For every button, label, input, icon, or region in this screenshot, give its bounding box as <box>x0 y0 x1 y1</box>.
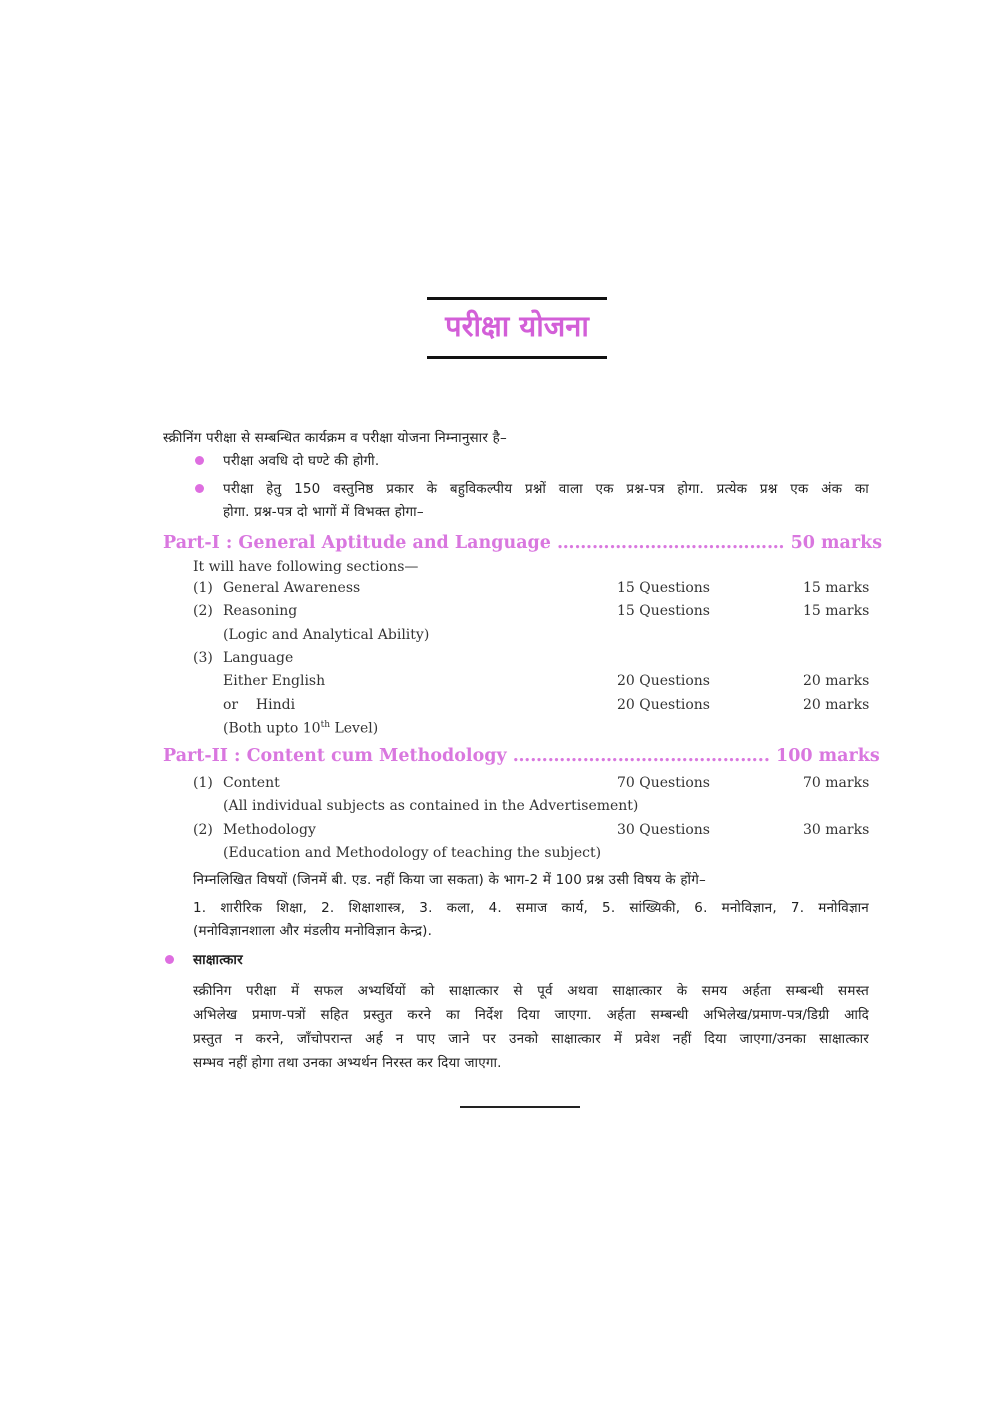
section-label: Either English <box>223 673 326 689</box>
section-label: Methodology <box>223 822 316 838</box>
section-label: Language <box>223 650 294 666</box>
end-rule <box>460 1106 580 1108</box>
section-questions: 15 Questions <box>617 603 710 619</box>
section-marks: 70 marks <box>803 775 870 791</box>
section-questions: 15 Questions <box>617 580 710 596</box>
bullet-icon <box>165 955 174 964</box>
bullet-duration: परीक्षा अवधि दो घण्टे की होगी. <box>223 453 380 469</box>
page-title: परीक्षा योजना <box>445 309 589 343</box>
interview-heading: साक्षात्कार <box>193 952 243 968</box>
section-note: (All individual subjects as contained in the Advertisement) <box>223 798 639 814</box>
intro-text: स्क्रीनिंग परीक्षा से सम्बन्धित कार्यक्रम व परीक्षा योजना निम्नानुसार है– <box>163 430 507 446</box>
section-questions: 70 Questions <box>617 775 710 791</box>
section-label: General Awareness <box>223 580 361 596</box>
section-marks: 15 marks <box>803 603 870 619</box>
section-questions: 30 Questions <box>617 822 710 838</box>
interview-line: प्रस्तुत न करने, जाँचोपरान्त अर्ह न पाए जाने पर उनको साक्षात्कार में प्रवेश नहीं दिया जाएगा/उनका साक्षात्कार <box>193 1031 869 1047</box>
section-number: (2) <box>193 822 213 838</box>
bullet-paper-line2: होगा. प्रश्न-पत्र दो भागों में विभक्त होगा– <box>223 504 424 520</box>
section-marks: 20 marks <box>803 697 870 713</box>
section-marks: 15 marks <box>803 580 870 596</box>
part1-heading: Part-I : General Aptitude and Language ………………………………… 50 marks <box>163 533 883 553</box>
section-questions: 20 Questions <box>617 697 710 713</box>
section-number: (1) <box>193 775 213 791</box>
bullet-icon <box>195 484 204 493</box>
section-label: Reasoning <box>223 603 298 619</box>
section-label: or Hindi <box>223 697 296 713</box>
section-marks: 20 marks <box>803 673 870 689</box>
subjects-intro: निम्नलिखित विषयों (जिनमें बी. एड. नहीं किया जा सकता) के भाग-2 में 100 प्रश्न उसी विषय के होंगे– <box>193 872 706 888</box>
bullet-paper-line1: परीक्षा हेतु 150 वस्तुनिष्ठ प्रकार के बहुविकल्पीय प्रश्नों वाला एक प्रश्न-पत्र होगा. प्रत्येक प्रश्न एक अंक का <box>223 481 869 497</box>
section-marks: 30 marks <box>803 822 870 838</box>
interview-line: सम्भव नहीं होगा तथा उनका अभ्यर्थन निरस्त कर दिया जाएगा. <box>193 1055 502 1071</box>
interview-line: अभिलेख प्रमाण-पत्रों सहित प्रस्तुत करने का निर्देश दिया जाएगा. अर्हता सम्बन्धी अभिलेख/प्रमाण-पत्र/डिग्री आदि <box>193 1007 869 1023</box>
language-level-note: (Both upto 10th Level) <box>223 720 379 737</box>
section-questions: 20 Questions <box>617 673 710 689</box>
title-rule-top <box>427 297 607 300</box>
bullet-icon <box>195 456 204 465</box>
section-number: (2) <box>193 603 213 619</box>
part2-heading: Part-II : Content cum Methodology …………………………………….. 100 marks <box>163 746 880 766</box>
subjects-list-line1: 1. शारीरिक शिक्षा, 2. शिक्षाशास्त्र, 3. कला, 4. समाज कार्य, 5. सांख्यिकी, 6. मनोविज्ञान, 7. मनोविज्ञान <box>193 900 869 916</box>
title-rule-bottom <box>427 356 607 359</box>
section-note: (Education and Methodology of teaching the subject) <box>223 845 602 861</box>
section-label: Content <box>223 775 280 791</box>
interview-line: स्क्रीनिग परीक्षा में सफल अभ्यर्थियों को साक्षात्कार से पूर्व अथवा साक्षात्कार के समय अर्हता सम्बन्धी समस्त <box>193 983 869 999</box>
section-number: (3) <box>193 650 213 666</box>
section-note: (Logic and Analytical Ability) <box>223 627 430 643</box>
subjects-list-line2: (मनोविज्ञानशाला और मंडलीय मनोविज्ञान केन्द्र). <box>193 923 433 939</box>
section-number: (1) <box>193 580 213 596</box>
part1-subtitle: It will have following sections— <box>193 559 419 575</box>
